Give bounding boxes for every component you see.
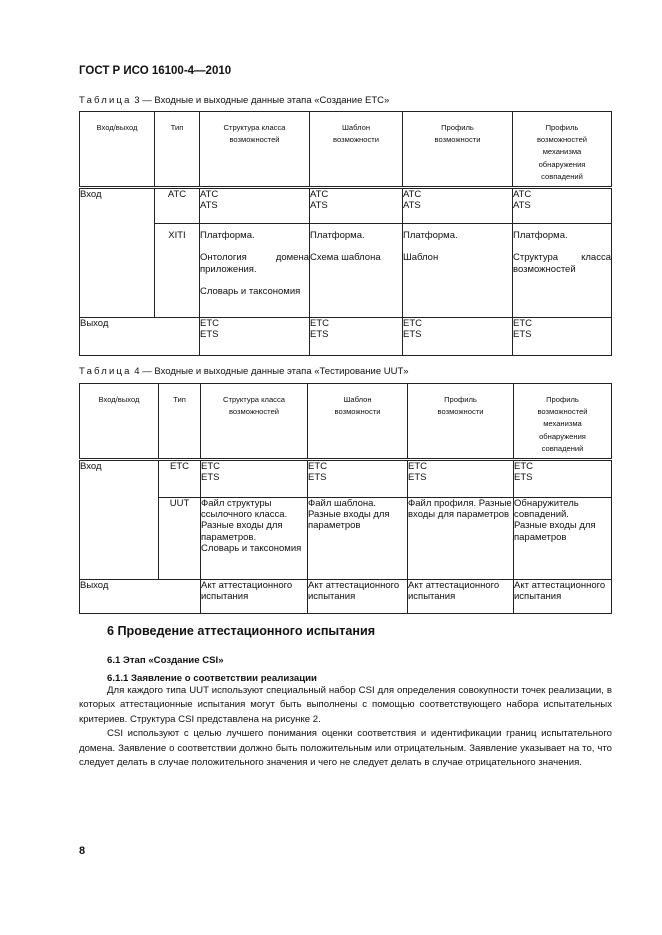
table4 bbox=[79, 383, 612, 614]
paragraph: Для каждого типа UUT используют специальный набор CSI для определения совокупности точек реализации, в которых аттестационные испытания могут быть выполнены с помощью соответствующего набора испытательных критериев. Структура CSI представлена на рисунке 2. bbox=[79, 685, 612, 725]
table3-header-class-structure: Структура класса возможностей bbox=[200, 112, 310, 188]
table4-caption bbox=[79, 366, 409, 377]
table3-cell: ETC ETS bbox=[403, 318, 513, 356]
table4-row-input-io: Вход bbox=[80, 460, 159, 580]
document-header: ГОСТ Р ИСО 16100-4—2010 bbox=[79, 65, 232, 77]
table3-row-input-io: Вход bbox=[80, 188, 155, 318]
table3-cell: ATC ATS bbox=[200, 188, 310, 224]
table3 bbox=[79, 111, 612, 356]
table4-header-profile: Профиль возможности bbox=[408, 384, 514, 460]
table3-caption-number: 3 bbox=[134, 95, 140, 106]
table4-cell: Акт аттестационного испытания bbox=[408, 580, 514, 614]
table3-header-matcher-profile: Профиль возможностей механизма обнаружения совпадений bbox=[513, 112, 612, 188]
table4-cell: Акт аттестационного испытания bbox=[514, 580, 612, 614]
table4-cell: Файл структуры ссылочного класса. Разные входы для параметров. Словарь и таксономия bbox=[201, 498, 308, 580]
table4-row-uut-type: UUT bbox=[159, 498, 201, 580]
table3-caption-title: — Входные и выходные данные этапа «Создание ETC» bbox=[139, 95, 390, 106]
table4-header-type: Тип bbox=[159, 384, 201, 460]
body-text bbox=[79, 684, 612, 770]
table4-cell: Файл шаблона. Разные входы для параметров bbox=[308, 498, 408, 580]
clause-heading: 6.1.1 Заявление о соответствии реализации bbox=[107, 673, 317, 684]
table3-cell: ETC ETS bbox=[513, 318, 612, 356]
table3-cell: ETC ETS bbox=[310, 318, 403, 356]
table4-cell: Обнаружитель совпадений. Разные входы для параметров bbox=[514, 498, 612, 580]
table3-row-input-type: ATC bbox=[155, 188, 200, 224]
table3-header-type: Тип bbox=[155, 112, 200, 188]
table3-cell: ATC ATS bbox=[513, 188, 612, 224]
table3-row-xiti-type: XITI bbox=[155, 224, 200, 318]
table4-header-template: Шаблон возможности bbox=[308, 384, 408, 460]
table4-cell: Файл профиля. Разные входы для параметров bbox=[408, 498, 514, 580]
table3-header-profile: Профиль возможности bbox=[403, 112, 513, 188]
table4-row-etc-type: ETC bbox=[159, 460, 201, 498]
table3-caption-label: Таблица bbox=[79, 95, 132, 106]
table4-header-class-structure: Структура класса возможностей bbox=[201, 384, 308, 460]
table4-caption-label: Таблица bbox=[79, 366, 132, 377]
table3-cell: Платформа. Схема шаблона bbox=[310, 224, 403, 318]
table4-row-output-io: Выход bbox=[80, 580, 201, 614]
subsection-heading: 6.1 Этап «Создание CSI» bbox=[107, 655, 224, 666]
table3-cell: Платформа. Онтология домена приложения. Словарь и таксономия bbox=[200, 224, 310, 318]
paragraph: CSI используют с целью лучшего понимания оценки соответствия и идентификации границ испытательного домена. Заявление о соответствии должно быть положительным или отрицательным. Заявление указывает на то, что следует делать в случае положительного значения и чего не следует делать в случае отрицательного значения. bbox=[79, 728, 612, 769]
table3-cell: Платформа. Шаблон bbox=[403, 224, 513, 318]
table4-cell: Акт аттестационного испытания bbox=[201, 580, 308, 614]
table3-caption bbox=[79, 95, 389, 106]
table4-cell: ETC ETS bbox=[514, 460, 612, 498]
table4-cell: ETC ETS bbox=[308, 460, 408, 498]
page-number: 8 bbox=[79, 845, 86, 857]
table4-cell: Акт аттестационного испытания bbox=[308, 580, 408, 614]
table3-cell: ATC ATS bbox=[403, 188, 513, 224]
section-heading: 6 Проведение аттестационного испытания bbox=[107, 624, 376, 638]
table4-caption-title: — Входные и выходные данные этапа «Тестирование UUT» bbox=[139, 366, 409, 377]
table4-header-matcher-profile: Профиль возможностей механизма обнаружения совпадений bbox=[514, 384, 612, 460]
table3-cell: Платформа. Структура класса возможностей bbox=[513, 224, 612, 318]
table4-caption-number: 4 bbox=[134, 366, 140, 377]
table3-header-io: Вход/выход bbox=[80, 112, 155, 188]
table3-header-template: Шаблон возможности bbox=[310, 112, 403, 188]
table4-cell: ETC ETS bbox=[201, 460, 308, 498]
table4-cell: ETC ETS bbox=[408, 460, 514, 498]
table3-cell: ATC ATS bbox=[310, 188, 403, 224]
table3-row-output-io: Выход bbox=[80, 318, 200, 356]
table3-cell: ETC ETS bbox=[200, 318, 310, 356]
table4-header-io: Вход/выход bbox=[80, 384, 159, 460]
